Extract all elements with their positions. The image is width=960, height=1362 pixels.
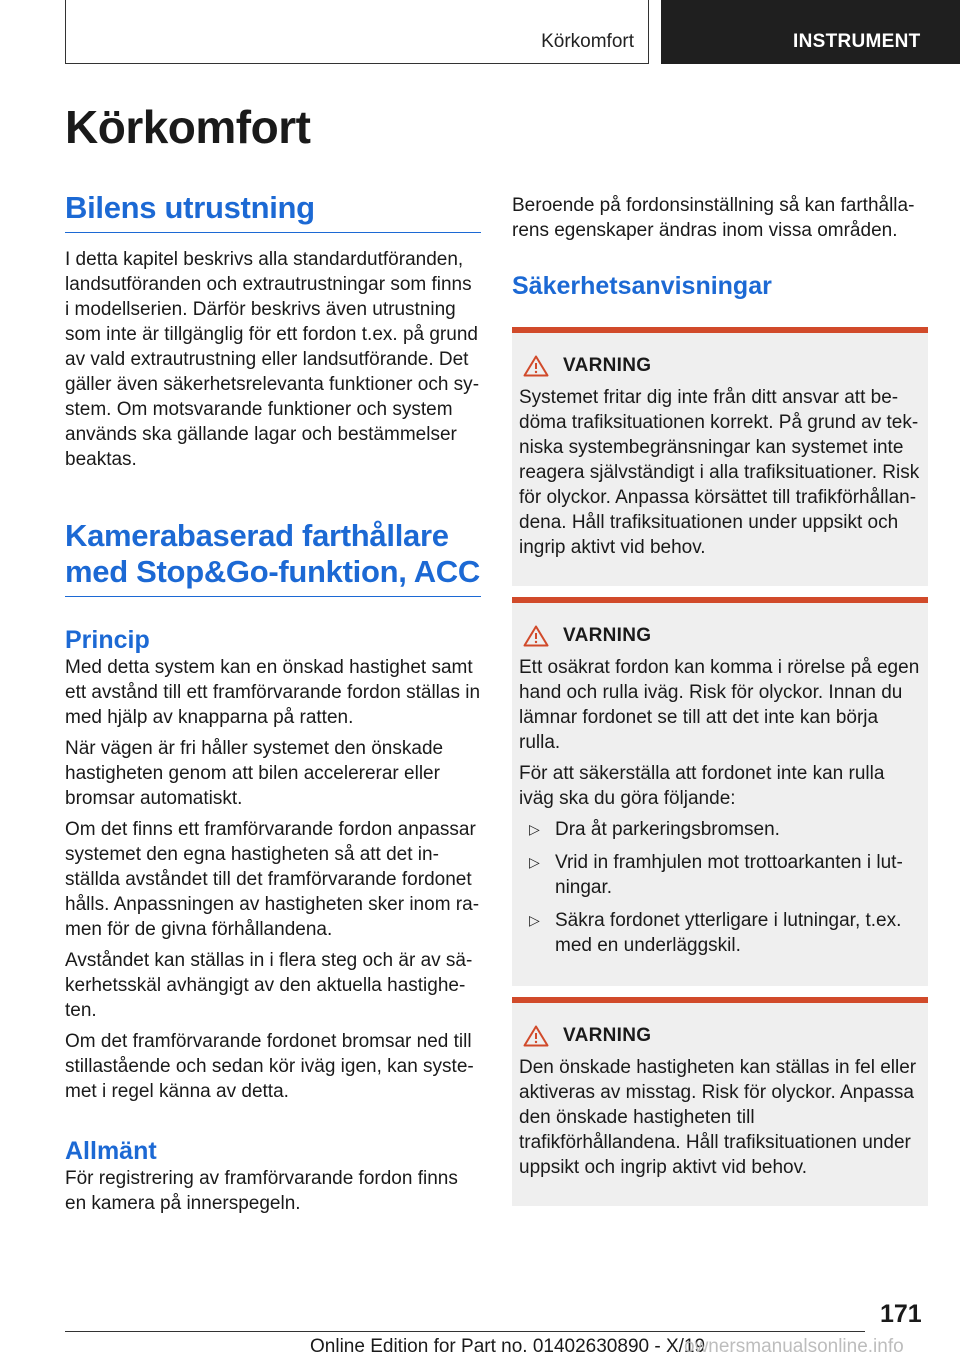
warning-box-2	[512, 597, 928, 986]
warning-title: VARNING	[563, 355, 652, 376]
paragraph-general: För registrering av framförvarande fordon finns en kamera på innerspegeln.	[65, 1168, 458, 1214]
header-chapter-label: INSTRUMENT	[793, 31, 921, 52]
heading-equipment: Bilens utrustning	[65, 190, 481, 233]
header-section-tab	[65, 0, 649, 64]
page-title: Körkomfort	[65, 101, 311, 153]
heading-principle: Princip	[65, 626, 150, 654]
triangle-bullet-icon: ▷	[529, 912, 540, 928]
warning-triangle-icon	[523, 355, 549, 377]
page-number: 171	[880, 1300, 922, 1328]
warning-box-3	[512, 997, 928, 1206]
paragraph-intro: Beroende på fordonsinställning så kan farthållarens egenskaper ändras inom vissa områden.	[512, 195, 915, 241]
paragraph-principle-2: När vägen är fri håller systemet den önskade hastigheten genom att bilen accelererar eller bromsar automatiskt.	[65, 738, 444, 809]
warning-triangle-icon	[523, 1025, 549, 1047]
paragraph-principle-3: Om det finns ett framförvarande fordon anpassar systemet den egna hastigheten så att det inställda avståndet till det framförvarande fordonet hålls. Anpassningen av hastigheten sker inom ramen för de givna förhållandena.	[65, 819, 480, 940]
warning-text: Den önskade hastigheten kan ställas in fel eller aktiveras av misstag. Risk för olyckor. Anpassa den önskade hastigheten till trafikförhållandena. Håll trafiksituationen under uppsikt och ingrip aktivt vid behov.	[519, 1057, 917, 1178]
left-column	[65, 190, 481, 1222]
warning-text: Systemet fritar dig inte från ditt ansvar att bedöma trafiksituationen korrekt. På grund av tekniska systembegränsningar kan systemet inte reagera självständigt i alla trafiksituationer. Risk för olyckor. Anpassa körsättet till trafikförhållandena. Håll trafiksituationen under uppsikt och ingrip aktivt vid behov.	[519, 387, 920, 558]
paragraph-principle-4: Avståndet kan ställas in i flera steg och är av säkerhetsskäl avhängigt av den aktuella hastigheten.	[65, 950, 473, 1021]
footer-divider	[65, 1331, 865, 1332]
triangle-bullet-icon: ▷	[529, 854, 540, 870]
paragraph-principle-5: Om det framförvarande fordonet bromsar ned till stillastående och sedan kör iväg igen, kan systemet i regel känna av detta.	[65, 1031, 474, 1102]
header-section-label: Körkomfort	[541, 31, 634, 52]
heading-safety: Säkerhetsanvisningar	[512, 272, 772, 300]
warning-text: För att säkerställa att fordonet inte kan rulla iväg ska du göra följande:	[519, 763, 885, 809]
warning-text: Ett osäkrat fordon kan komma i rörelse på egen hand och rulla iväg. Risk för olyckor. Innan du lämnar fordonet se till att det inte kan börja rulla.	[519, 657, 920, 753]
triangle-bullet-icon: ▷	[529, 821, 540, 837]
warning-title: VARNING	[563, 1025, 652, 1046]
list-item: ▷ Vrid in framhjulen mot trottoarkanten i lutningar.	[529, 852, 903, 898]
heading-general: Allmänt	[65, 1137, 157, 1165]
warning-list	[519, 817, 920, 958]
paragraph-equipment: I detta kapitel beskrivs alla standardutföranden, landsutföranden och extrautrustningar som finns i modellserien. Därför beskrivs även utrustning som inte är tillgänglig för ett fordon t.ex. på grund av vald extrautrustning eller landsutförande. Det gäller även säkerhetsrelevanta funktioner och system. Om motsvarande funktioner och system används ska gällande lagar och bestämmelser beaktas.	[65, 249, 480, 470]
heading-acc: Kamerabaserad farthållare med Stop&Go-funktion, ACC	[65, 518, 481, 597]
list-item: ▷ Säkra fordonet ytterligare i lutningar, t.ex. med en underläggskil.	[529, 910, 902, 956]
right-column	[512, 193, 928, 1217]
footer-edition: Online Edition for Part no. 01402630890 - X/19	[310, 1336, 706, 1357]
list-item: ▷ Dra åt parkeringsbromsen.	[529, 819, 780, 840]
warning-title: VARNING	[563, 625, 652, 646]
paragraph-principle-1: Med detta system kan en önskad hastighet samt ett avstånd till ett framförvarande fordon ställas in med hjälp av knapparna på ratten.	[65, 657, 481, 728]
warning-triangle-icon	[523, 625, 549, 647]
footer-watermark: ownersmanualsonline.info	[684, 1336, 904, 1357]
header-chapter-tab	[661, 0, 960, 64]
warning-box-1	[512, 327, 928, 586]
